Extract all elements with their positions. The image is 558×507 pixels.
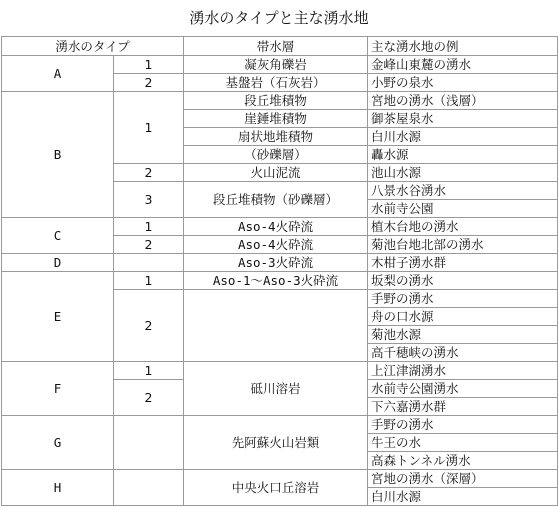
subtype-cell: 2 <box>114 74 184 92</box>
spring-water-table <box>1 36 558 506</box>
example-cell: 宮地の湧水（浅層） <box>368 92 558 110</box>
subtype-cell: 2 <box>114 164 184 182</box>
table-row <box>2 92 558 110</box>
example-cell: 池山水源 <box>368 164 558 182</box>
example-cell: 坂梨の湧水 <box>368 272 558 290</box>
example-cell: 八景水谷湧水 <box>368 182 558 200</box>
table-row <box>2 272 558 290</box>
example-cell: 轟水源 <box>368 146 558 164</box>
example-cell: 水前寺公園 <box>368 200 558 218</box>
subtype-cell <box>114 254 184 272</box>
subtype-cell <box>114 470 184 506</box>
type-cell: C <box>2 218 114 254</box>
table-row <box>2 470 558 488</box>
example-cell: 上江津湖湧水 <box>368 362 558 380</box>
type-cell: E <box>2 272 114 362</box>
aquifer-cell: 凝灰角礫岩 <box>184 56 368 74</box>
aquifer-cell: Aso-4火砕流 <box>184 218 368 236</box>
table-row <box>2 218 558 236</box>
example-cell: 宮地の湧水（深層） <box>368 470 558 488</box>
type-cell: G <box>2 416 114 470</box>
example-cell: 木柑子湧水群 <box>368 254 558 272</box>
example-cell: 金峰山東麓の湧水 <box>368 56 558 74</box>
table-row <box>2 416 558 434</box>
example-cell: 高千穂峡の湧水 <box>368 344 558 362</box>
type-cell: B <box>2 92 114 218</box>
aquifer-cell <box>184 290 368 362</box>
table-row <box>2 56 558 74</box>
subtype-cell: 2 <box>114 380 184 416</box>
example-cell: 手野の湧水 <box>368 290 558 308</box>
subtype-cell: 1 <box>114 92 184 164</box>
header-aquifer: 帯水層 <box>184 37 368 56</box>
example-cell: 菊池台地北部の湧水 <box>368 236 558 254</box>
aquifer-cell: 基盤岩（石灰岩） <box>184 74 368 92</box>
type-cell: H <box>2 470 114 506</box>
aquifer-cell: Aso-4火砕流 <box>184 236 368 254</box>
example-cell: 舟の口水源 <box>368 308 558 326</box>
aquifer-cell: 先阿蘇火山岩類 <box>184 416 368 470</box>
aquifer-cell: 火山泥流 <box>184 164 368 182</box>
table-row <box>2 362 558 380</box>
example-cell: 白川水源 <box>368 128 558 146</box>
subtype-cell <box>114 416 184 470</box>
example-cell: 白川水源 <box>368 488 558 506</box>
aquifer-cell: 段丘堆積物 <box>184 92 368 110</box>
example-cell: 手野の湧水 <box>368 416 558 434</box>
type-cell: F <box>2 362 114 416</box>
aquifer-cell: 崖錘堆積物 <box>184 110 368 128</box>
example-cell: 水前寺公園湧水 <box>368 380 558 398</box>
example-cell: 御茶屋泉水 <box>368 110 558 128</box>
example-cell: 菊池水源 <box>368 326 558 344</box>
example-cell: 小野の泉水 <box>368 74 558 92</box>
subtype-cell: 1 <box>114 272 184 290</box>
table-row <box>2 254 558 272</box>
aquifer-cell: Aso-3火砕流 <box>184 254 368 272</box>
example-cell: 高森トンネル湧水 <box>368 452 558 470</box>
example-cell: 牛王の水 <box>368 434 558 452</box>
header-row <box>2 37 558 56</box>
aquifer-cell: 段丘堆積物（砂礫層） <box>184 182 368 218</box>
type-cell: D <box>2 254 114 272</box>
example-cell: 下六嘉湧水群 <box>368 398 558 416</box>
header-example: 主な湧水地の例 <box>368 37 558 56</box>
aquifer-cell: 砥川溶岩 <box>184 362 368 416</box>
subtype-cell: 1 <box>114 218 184 236</box>
aquifer-cell: 中央火口丘溶岩 <box>184 470 368 506</box>
example-cell: 植木台地の湧水 <box>368 218 558 236</box>
page-title: 湧水のタイプと主な湧水地 <box>189 9 369 27</box>
subtype-cell: 2 <box>114 290 184 362</box>
subtype-cell: 1 <box>114 56 184 74</box>
subtype-cell: 3 <box>114 182 184 218</box>
aquifer-cell: 扇状地堆積物 <box>184 128 368 146</box>
aquifer-cell: （砂礫層） <box>184 146 368 164</box>
aquifer-cell: Aso-1～Aso-3火砕流 <box>184 272 368 290</box>
header-type: 湧水のタイプ <box>2 37 184 56</box>
subtype-cell: 2 <box>114 236 184 254</box>
subtype-cell: 1 <box>114 362 184 380</box>
type-cell: A <box>2 56 114 92</box>
